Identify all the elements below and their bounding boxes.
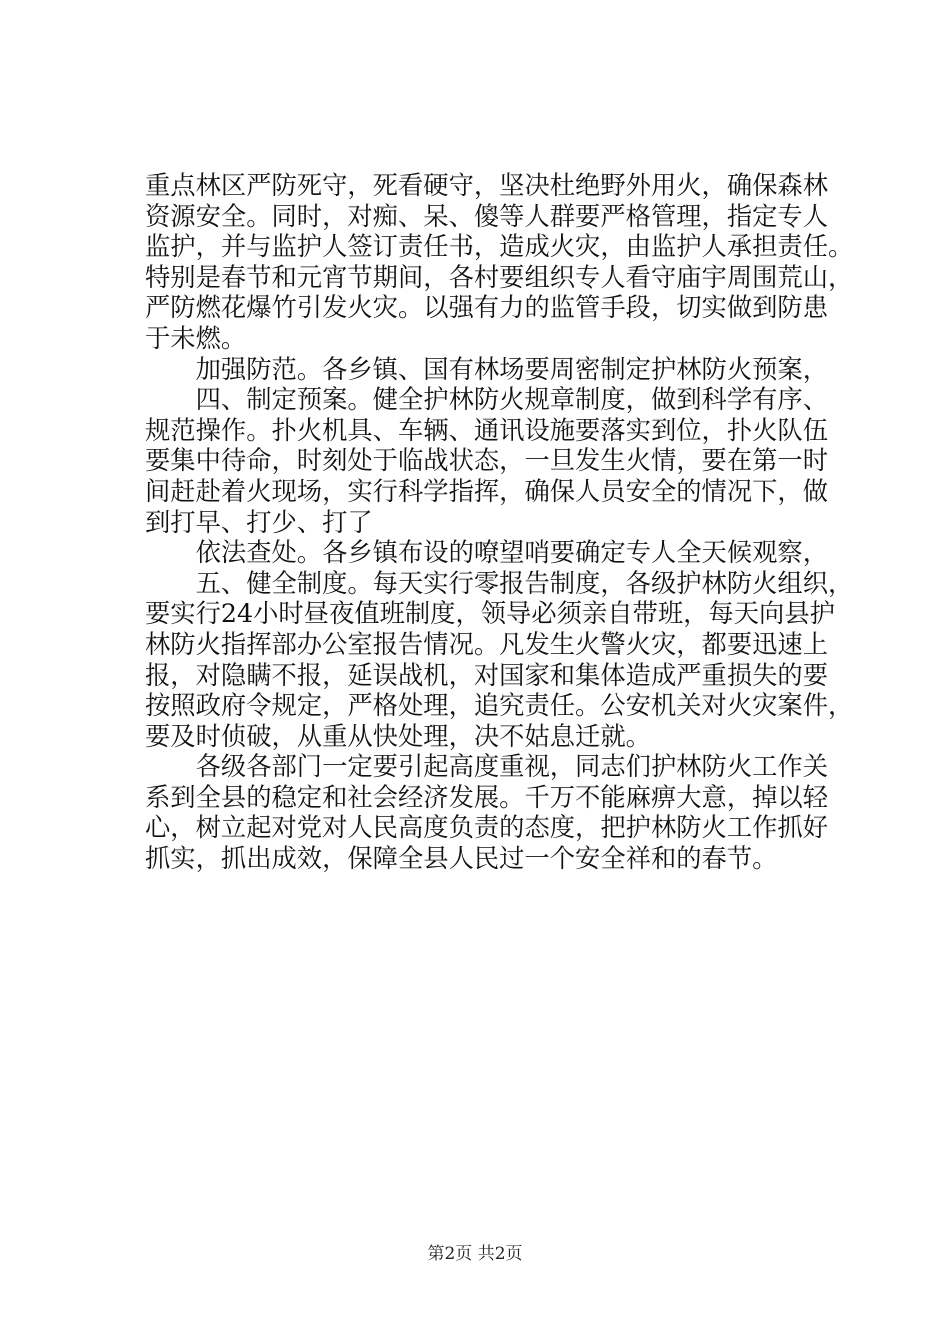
text-line: 依法查处。各乡镇布设的嘹望哨要确定专人全天候观察， xyxy=(145,538,829,568)
text-line: 五、健全制度。每天实行零报告制度，各级护林防火组织， xyxy=(145,568,854,598)
text-line: 要集中待命，时刻处于临战状态，一旦发生火情，要在第一时 xyxy=(145,446,829,476)
text-line: 按照政府令规定，严格处理，追究责任。公安机关对火灾案件， xyxy=(145,691,854,721)
text-line: 监护，并与监护人签订责任书，造成火灾，由监护人承担责任。 xyxy=(145,232,854,262)
text-line: 重点林区严防死守，死看硬守，坚决杜绝野外用火，确保森林 xyxy=(145,171,829,200)
text-line: 规范操作。扑火机具、车辆、通讯设施要落实到位，扑火队伍 xyxy=(145,415,829,445)
text-line: 到打早、打少、打了 xyxy=(145,507,373,537)
text-line: 特别是春节和元宵节期间，各村要组织专人看守庙宇周围荒山， xyxy=(145,262,854,292)
page-footer xyxy=(0,1242,950,1266)
text-line: 林防火指挥部办公室报告情况。凡发生火警火灾，都要迅速上 xyxy=(145,629,829,659)
page-number: 第2页 共2页 xyxy=(427,1244,523,1264)
text-line: 系到全县的稳定和社会经济发展。千万不能麻痹大意，掉以轻 xyxy=(145,782,829,812)
text-line: 加强防范。各乡镇、国有林场要周密制定护林防火预案， xyxy=(145,354,829,384)
text-line: 四、制定预案。健全护林防火规章制度，做到科学有序、 xyxy=(145,385,829,415)
text-line: 严防燃花爆竹引发火灾。以强有力的监管手段，切实做到防患 xyxy=(145,293,829,323)
text-line: 报，对隐瞒不报，延误战机，对国家和集体造成严重损失的要 xyxy=(145,660,829,690)
text-line: 要及时侦破，从重从快处理，决不姑息迁就。 xyxy=(145,721,651,751)
text-line: 间赶赴着火现场，实行科学指挥，确保人员安全的情况下，做 xyxy=(145,476,829,506)
text-line: 资源安全。同时，对痴、呆、傻等人群要严格管理，指定专人 xyxy=(145,201,829,231)
text-line: 要实行24小时昼夜值班制度，领导必须亲自带班，每天向县护 xyxy=(145,599,835,629)
document-body xyxy=(145,171,854,875)
text-line: 心，树立起对党对人民高度负责的态度，把护林防火工作抓好 xyxy=(145,813,829,843)
text-line: 抓实，抓出成效，保障全县人民过一个安全祥和的春节。 xyxy=(145,844,778,874)
text-line: 各级各部门一定要引起高度重视，同志们护林防火工作关 xyxy=(145,752,829,782)
text-line: 于未燃。 xyxy=(145,323,247,353)
